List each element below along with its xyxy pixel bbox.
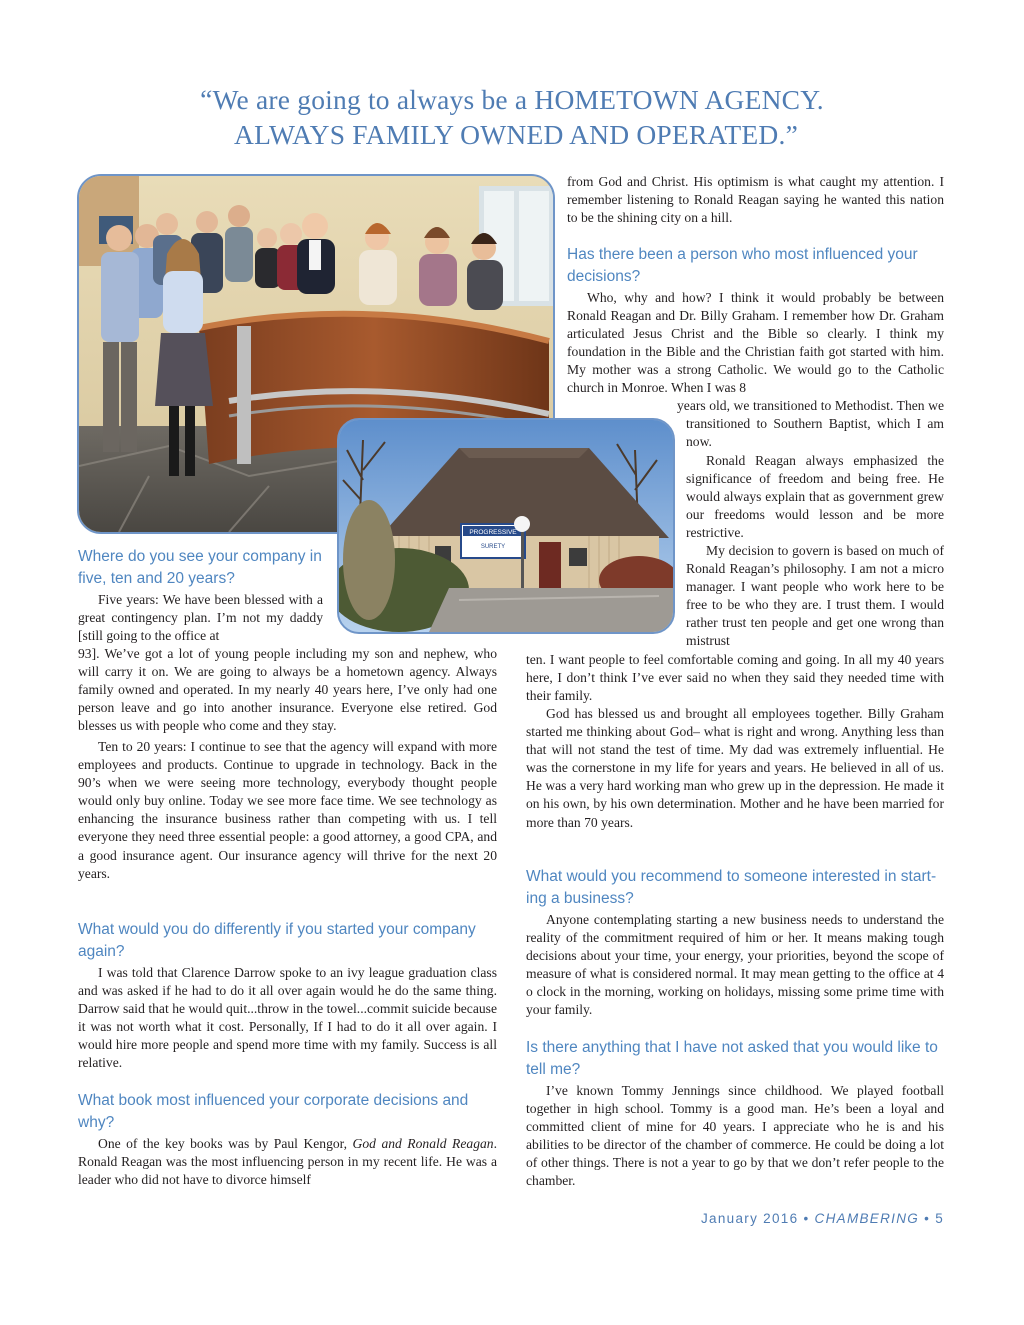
sign-line-1: PROGRESSIVE: [469, 529, 517, 536]
question-heading-future: Where do you see your company in five, ten and 20 years?: [78, 548, 322, 587]
question-heading-differently: What would you do differently if you started your company again?: [78, 921, 476, 960]
book-title: God and Ronald Reagan: [352, 1136, 494, 1151]
pull-quote-line-2: ALWAYS FAMILY OWNED AND OPERATED.”: [234, 119, 798, 150]
footer-page-number: • 5: [919, 1211, 944, 1226]
paragraph-who-why-how: Who, why and how? I think it would probably be between Ronald Reagan and Dr. Billy Graham. I remember how Dr. Graham articulated Jesus Christ and the Bible so clearly. I think my foundation in the Bible and the Christian faith got started with him. My mother was a strong Catholic. We would go to the Catholic church in Monroe. When I was 8: [567, 290, 944, 396]
paragraph-transition-methodist: years old, we transitioned to Methodist. Then we transitioned to Southern Baptist, which I am now.: [677, 398, 944, 450]
paragraph-god-has-blessed: God has blessed us and brought all employees together. Billy Graham started me thinking about God– what is right and wrong. Anything less than that will not stand the test of time. My dad was extremely influential. He was the cornerstone in my life for years and years. He believed in all of us. He was a very hard working man who grew up in the depression. He made it on his own, by his own determination. Mother and he have been married for more than 70 years.: [526, 706, 944, 830]
question-heading-influence: Has there been a person who most influenced your decisions?: [567, 246, 918, 285]
paragraph-tommy-jennings: I’ve known Tommy Jennings since childhood. We played football together in high school. Tommy is a good man. He’s been a loyal and committed client of mine for 40 years. I appreciate who he is and his abilities to be director of the chamber of commerce. He could be doing a lot of other things. There is not a year to go by that we don’t refer people to the chamber.: [526, 1083, 944, 1189]
paragraph-ten-to-twenty-years: Ten to 20 years: I continue to see that the agency will expand with more employees and products. Continue to upgrade in technology. Back in the 90’s when we were seeing more technology, everybody thought people would only buy online. Today we see more face time. We see technology as enhancing the insurance business rather than competing with us. I tell everyone they need three essential people: a good attorney, a good CPA, and a good insurance agent. Our insurance agency will thrive for the next 20 years.: [78, 739, 497, 881]
paragraph-five-years-cont: 93]. We’ve got a lot of young people including my son and nephew, who will carry it on. We are going to always be a hometown agency. Always family owned and operated. In my nearly 40 years here, I’ve only had one person leave and go into another insurance. Everyone else retired. God blesses us with people who come and they stay.: [78, 646, 497, 734]
pull-quote-line-1: “We are going to always be a HOMETOWN AGENCY.: [200, 84, 824, 115]
paragraph-five-years: Five years: We have been blessed with a great contingency plan. I’m not my daddy [still going to the office at: [78, 592, 323, 644]
sign-line-2: SURETY: [480, 544, 506, 550]
footer-magazine: CHAMBERING: [814, 1211, 920, 1226]
paragraph-recommend: Anyone contemplating starting a new business needs to understand the reality of the commitment required of him or her. It means making tough decisions about your time, your energy, your priorities, beyond the scope of measure of what is considered normal. It may mean getting to the office at 4 o clock in the morning, working on holidays, missing some prime time with your family.: [526, 912, 944, 1018]
footer-date: January 2016 •: [701, 1211, 815, 1226]
book-text-b: . Ronald Reagan was the most influencing person in my recent life. He was a leader who did not have to divorce himself: [78, 1136, 497, 1188]
pull-quote: [60, 82, 964, 152]
paragraph-decision-to-govern: My decision to govern is based on much of Ronald Reagan’s philosophy. I am not a micro manager. I want people who work here to be free to be who they are. I trust them. I would rather trust ten people and get one wrong than mistrust: [686, 543, 944, 649]
office-building-photo: [337, 418, 675, 634]
paragraph-decision-cont: ten. I want people to feel comfortable coming and going. In all my 40 years here, I don’t think I’ve ever said no when they said they needed time with their family.: [526, 652, 944, 704]
question-heading-recommend: What would you recommend to someone interested in starting a business?: [526, 868, 937, 907]
page-footer: [701, 1211, 944, 1226]
question-heading-book: What book most influenced your corporate decisions and why?: [78, 1092, 469, 1131]
paragraph-continued-optimism: from God and Christ. His optimism is what caught my attention. I remember listening to Ronald Reagan saying he wanted this nation to be the shining city on a hill.: [567, 174, 944, 226]
question-heading-anything-else: Is there anything that I have not asked that you would like to tell me?: [526, 1039, 938, 1078]
paragraph-clarence-darrow: I was told that Clarence Darrow spoke to an ivy league graduation class and was asked if he had to do it all over again would he do the same thing. Darrow said that he would quit...throw in the towel...commit suicide because it was not worth what it cost. Personally, If I had to do it all over again. I would hire more people and spend more time with my family. Success is all relative.: [78, 965, 497, 1071]
book-text-a: One of the key books was by Paul Kengor,: [98, 1136, 353, 1151]
paragraph-reagan-freedom: Ronald Reagan always emphasized the significance of freedom and being free. He would always explain that as government grew our freedoms would lesson and be more restrictive.: [686, 453, 944, 541]
paragraph-key-books: [78, 1135, 497, 1189]
